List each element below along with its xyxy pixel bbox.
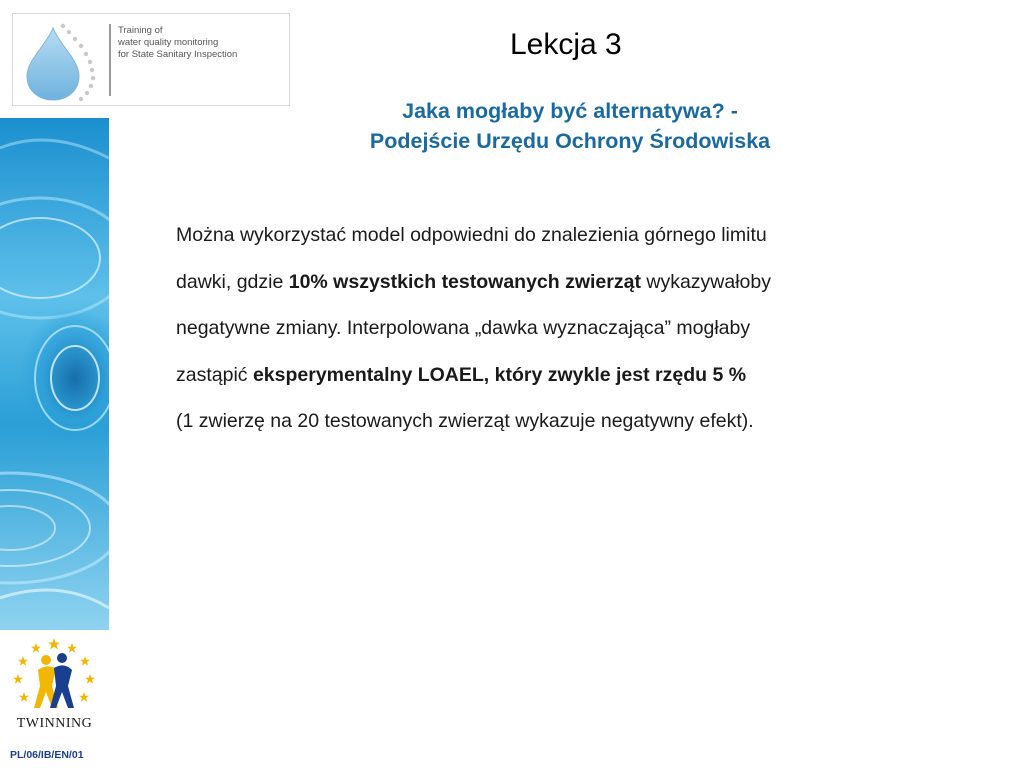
body-line-4-bold: eksperymentalny LOAEL, który zwykle jest rzędu 5 % xyxy=(252,363,747,386)
body-line-2-c: wykazywałoby xyxy=(640,270,771,293)
subtitle-line-2: Podejście Urzędu Ochrony Środowiska xyxy=(369,129,771,153)
program-logo xyxy=(12,13,290,106)
body-line-1: Można wykorzystać model odpowiedni do znalezienia górnego limitu xyxy=(176,224,767,246)
water-ripple-image xyxy=(0,118,109,630)
page-title: Lekcja 3 xyxy=(510,28,622,61)
logo-line-1: Training of xyxy=(118,25,163,36)
body-line-2-bold: 10% wszystkich testowanych zwierząt xyxy=(288,270,641,293)
logo-divider xyxy=(109,24,111,96)
water-drop-icon xyxy=(13,14,109,107)
subtitle-line-1: Jaka mogłaby być alternatywa? - xyxy=(402,99,738,123)
body-line-2 xyxy=(176,259,976,306)
logo-line-2: water quality monitoring xyxy=(118,37,219,48)
body-line-3: negatywne zmiany. Interpolowana „dawka wyznaczająca” mogłaby xyxy=(176,317,751,339)
logo-line-3: for State Sanitary Inspection xyxy=(118,49,238,60)
slide-subtitle xyxy=(280,96,860,156)
logo-text xyxy=(118,25,237,61)
document-code: PL/06/IB/EN/01 xyxy=(10,749,84,761)
body-line-5: (1 zwierzę na 20 testowanych zwierząt wykazuje negatywny efekt). xyxy=(176,410,754,432)
body-line-2-a: dawki, gdzie xyxy=(176,270,289,293)
body-line-4-a: zastąpić xyxy=(176,363,253,386)
body-line-4 xyxy=(176,352,976,399)
body-paragraph xyxy=(176,212,976,445)
twinning-emblem-icon xyxy=(0,634,109,714)
twinning-label: TWINNING xyxy=(16,716,93,731)
